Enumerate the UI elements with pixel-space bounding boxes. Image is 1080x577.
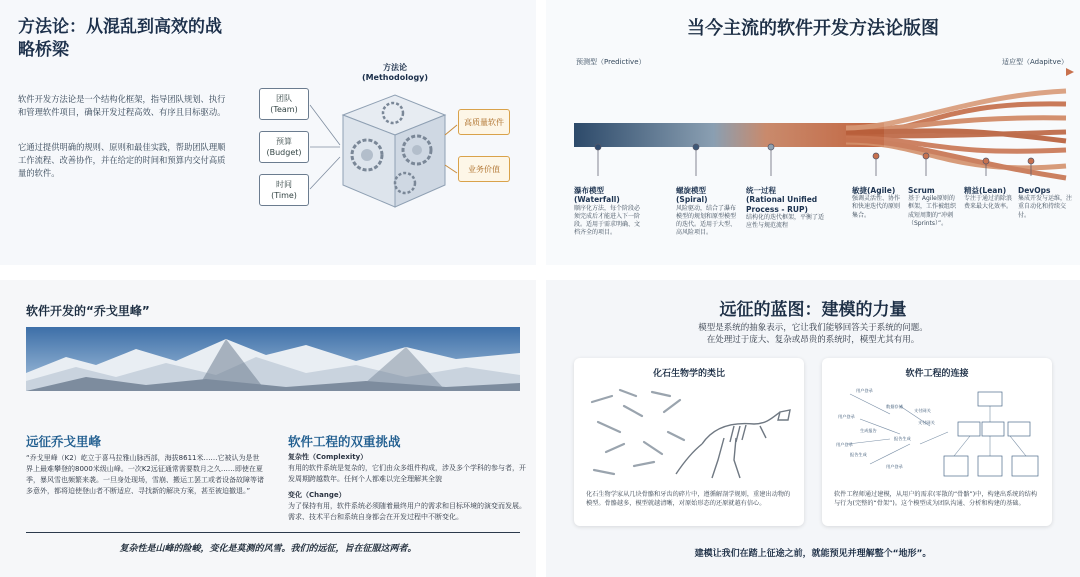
method-spiral-name: 螺旋模型 (Spiral) bbox=[676, 186, 708, 205]
slide4-sub2: 在处理过于庞大、复杂或昂贵的系统时，模型尤其有用。 bbox=[706, 335, 920, 345]
method-scrum-name: Scrum bbox=[908, 186, 935, 195]
slide1-para1: 软件开发方法论是一个结构化框架，指导团队规划、执行和管理软件项目，确保开发过程高效、有序且目标驱动。 bbox=[18, 94, 226, 117]
svg-text:报告生成: 报告生成 bbox=[894, 436, 911, 441]
output-business-value: 业务价值 bbox=[458, 156, 510, 182]
fossil-card bbox=[574, 358, 804, 526]
method-waterfall-desc: 顺序化方法，每个阶段必须完成后才能进入下一阶段。适用于需求明确、文档齐全的项目。 bbox=[574, 204, 641, 237]
method-agile-name: 敏捷(Agile) bbox=[852, 186, 896, 195]
fossil-card-title: 化石生物学的类比 bbox=[652, 369, 725, 379]
software-card bbox=[822, 358, 1052, 526]
slide-k2-analogy bbox=[0, 280, 536, 577]
method-waterfall bbox=[574, 186, 644, 237]
method-scrum bbox=[908, 186, 958, 228]
adaptive-label: 适应型（Adapitve） bbox=[1002, 58, 1068, 66]
slide2-title: 当今主流的软件开发方法论版图 bbox=[687, 18, 939, 39]
method-devops bbox=[1018, 186, 1074, 220]
predictive-band bbox=[574, 123, 884, 147]
method-rup-desc: 结构化的迭代框架，平衡了适应性与规范流程 bbox=[746, 214, 825, 230]
divider bbox=[26, 532, 520, 533]
slide-modeling-power bbox=[546, 280, 1080, 577]
dinosaur-skeleton-icon bbox=[584, 382, 794, 482]
slide4-sub1: 模型是系统的抽象表示，它让我们能够回答关于系统的问题。 bbox=[698, 323, 928, 333]
slide4-footer: 建模让我们在踏上征途之前，就能预见并理解整个“地形”。 bbox=[694, 549, 932, 559]
method-spiral bbox=[676, 186, 740, 237]
complexity-title: 复杂性（Complexity） bbox=[288, 453, 368, 461]
svg-text:数据存储: 数据存储 bbox=[886, 404, 903, 409]
method-rup bbox=[746, 186, 826, 230]
input-time: 时间 (Time) bbox=[259, 174, 309, 206]
cube-icon bbox=[343, 95, 445, 207]
challenge-heading: 软件工程的双重挑战 bbox=[288, 434, 401, 449]
skeleton bbox=[676, 410, 790, 478]
method-agile-desc: 强调灵活性、协作和快速迭代的原则集合。 bbox=[852, 195, 901, 219]
slide3-title: 软件开发的“乔戈里峰” bbox=[26, 304, 150, 318]
input-team: 团队 (Team) bbox=[259, 88, 309, 120]
software-card-title: 软件工程的连接 bbox=[905, 369, 969, 379]
slide1-title: 方法论：从混乱到高效的战略桥梁 bbox=[18, 17, 222, 60]
predictive-label: 预测型（Predictive） bbox=[576, 58, 646, 66]
input-budget: 预算 (Budget) bbox=[259, 131, 309, 163]
method-agile bbox=[852, 186, 904, 220]
mountain-image bbox=[26, 327, 520, 391]
axis-arrow-icon bbox=[1066, 68, 1074, 76]
method-devops-name: DevOps bbox=[1018, 186, 1051, 195]
change-text: 为了保持有用，软件系统必须随着最终用户的需求和目标环境的演变而发展。需求、技术平台和系统自身都会在开发过程中不断变化。 bbox=[288, 502, 526, 521]
software-card-text: 软件工程师通过建模，从用户的需求(零散的“骨骼”)中，构建出系统的结构与行为(完整的“骨架”)。这个模型成为团队沟通、分析和构建的基础。 bbox=[834, 491, 1038, 508]
complexity-text: 有用的软件系统是复杂的，它们由众多组件构成，涉及多个学科的参与者，开发周期跨越数年。任何个人都难以完全理解其全貌 bbox=[288, 464, 526, 483]
landscape-diagram bbox=[546, 66, 1080, 196]
uml-diagram-icon bbox=[830, 384, 1044, 484]
svg-text:用户登录: 用户登录 bbox=[836, 442, 853, 447]
slide3-quote: 复杂性是山峰的险峻，变化是莫测的风雪。我们的远征，旨在征服这两者。 bbox=[119, 544, 417, 554]
slide-methodology-landscape bbox=[546, 0, 1080, 265]
slide1-para2: 它通过提供明确的规则、原则和最佳实践，帮助团队理顺工作流程、改善协作，并在给定的时间和预算内交付高质量的软件。 bbox=[18, 142, 226, 178]
slide-methodology-bridge bbox=[0, 0, 536, 265]
method-lean bbox=[964, 186, 1012, 212]
svg-text:用户登录: 用户登录 bbox=[886, 464, 903, 469]
cube-label: 方法论 (Methodology) bbox=[361, 63, 429, 82]
method-devops-desc: 集成开发与运维，注重自动化和持续交付。 bbox=[1018, 195, 1073, 219]
method-rup-name: 统一过程 (Rational Unified Process - RUP) bbox=[746, 186, 818, 214]
slide4-title: 远征的蓝图：建模的力量 bbox=[719, 300, 907, 320]
bone-fragments bbox=[592, 390, 684, 474]
method-scrum-desc: 基于 Agile原则的框架，工作被组织成短周期的“冲刺（Sprints）”。 bbox=[908, 195, 957, 227]
svg-text:用户登录: 用户登录 bbox=[856, 388, 873, 393]
k2-heading: 远征乔戈里峰 bbox=[26, 434, 102, 449]
svg-text:报告生成: 报告生成 bbox=[850, 452, 867, 457]
method-waterfall-name: 瀑布模型 (Waterfall) bbox=[574, 186, 620, 205]
adaptive-streams bbox=[846, 91, 1066, 178]
svg-text:用户登录: 用户登录 bbox=[838, 414, 855, 419]
k2-text: “乔戈里峰（K2）屹立于喜马拉雅山脉西部，海拔8611米……它被认为是世界上最难攀登的8000米级山峰。一次K2远征通常需要数月之久……即使在夏季，暴风雪也频繁来袭。一旦身处现场，雪崩、搬运工罢工或者设备故障等诸多意外，都将迫使登山者不断适应、寻找新的解决方案，甚至被迫撤退。” bbox=[26, 454, 264, 495]
method-spiral-desc: 风险驱动，结合了瀑布模型的规划和原型模型的迭代。适用于大型、高风险项目。 bbox=[676, 204, 737, 237]
method-lean-name: 精益(Lean) bbox=[964, 186, 1007, 195]
output-quality-software: 高质量软件 bbox=[458, 109, 510, 135]
change-title: 变化（Change） bbox=[288, 491, 346, 499]
fossil-card-text: 化石生物学家从几块骨骼和牙齿的碎片中，遵循解剖学规则，重建出动物的模型。骨骼越多，模型就越清晰，对原始形态的还原就越有信心。 bbox=[586, 491, 791, 508]
svg-text:支付网关: 支付网关 bbox=[914, 408, 931, 413]
svg-text:支付网关: 支付网关 bbox=[918, 420, 935, 425]
method-lean-desc: 专注于通过消除浪费来最大化效率。 bbox=[964, 195, 1013, 211]
gear-cube-diagram bbox=[305, 85, 465, 215]
svg-text:生成报告: 生成报告 bbox=[860, 428, 877, 433]
